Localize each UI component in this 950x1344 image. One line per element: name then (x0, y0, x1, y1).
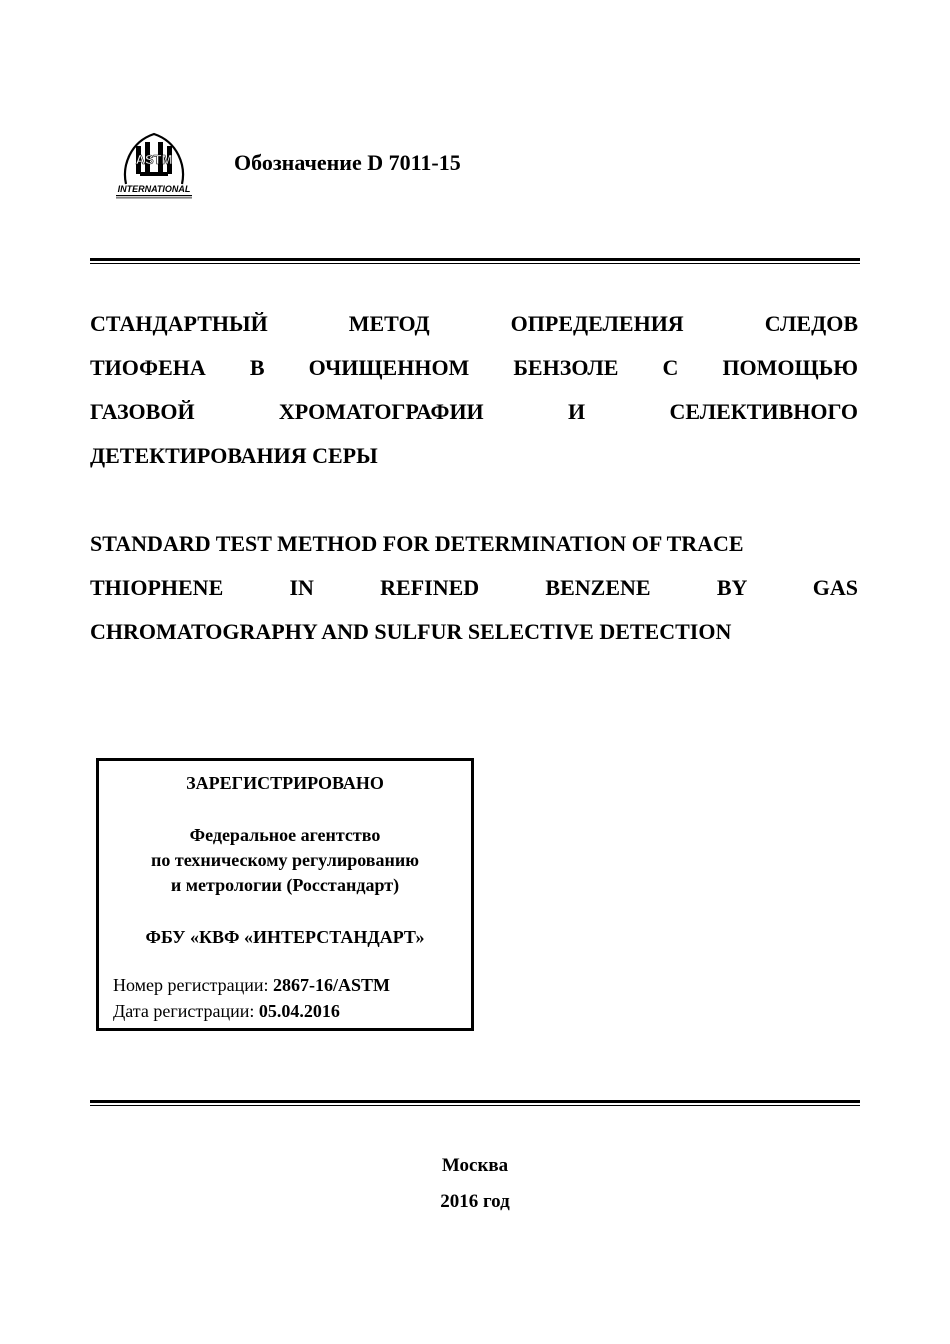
designation: Обозначение D 7011-15 (234, 150, 461, 175)
city: Москва (441, 1155, 509, 1176)
agency-name: Федеральное агентство по техническому регулированию и метрологии (Росстандарт) (151, 825, 419, 895)
registration-stamp (96, 758, 474, 1031)
registration-number: Номер регистрации: 2867-16/ASTM (113, 975, 391, 995)
organization-name: ФБУ «КВФ «ИНТЕРСТАНДАРТ» (145, 927, 425, 947)
title-en-line-1: STANDARD TEST METHOD FOR DETERMINATION OF TRACE (90, 531, 744, 556)
title-ru-line-1: СТАНДАРТНЫЙ МЕТОД ОПРЕДЕЛЕНИЯ СЛЕДОВ (90, 311, 859, 336)
svg-text:ASTM: ASTM (135, 152, 173, 167)
year: 2016 год (440, 1191, 510, 1212)
bottom-divider (90, 1100, 860, 1106)
title-ru-line-4: ДЕТЕКТИРОВАНИЯ СЕРЫ (90, 443, 378, 468)
title-en (90, 522, 858, 654)
registration-heading: ЗАРЕГИСТРИРОВАНО (186, 773, 384, 793)
astm-logo (112, 128, 196, 200)
title-ru-line-3: ГАЗОВОЙ ХРОМАТОГРАФИИ И СЕЛЕКТИВНОГО (90, 399, 859, 424)
registration-date: Дата регистрации: 05.04.2016 (113, 1001, 340, 1021)
title-en-line-3: CHROMATOGRAPHY AND SULFUR SELECTIVE DETECTION (90, 619, 732, 644)
title-ru (90, 302, 858, 478)
top-divider (90, 258, 860, 264)
svg-text:INTERNATIONAL: INTERNATIONAL (117, 184, 191, 194)
title-ru-line-2: ТИОФЕНА В ОЧИЩЕННОМ БЕНЗОЛЕ С ПОМОЩЬЮ (90, 355, 859, 380)
title-en-line-2: THIOPHENE IN REFINED BENZENE BY GAS (90, 575, 859, 600)
